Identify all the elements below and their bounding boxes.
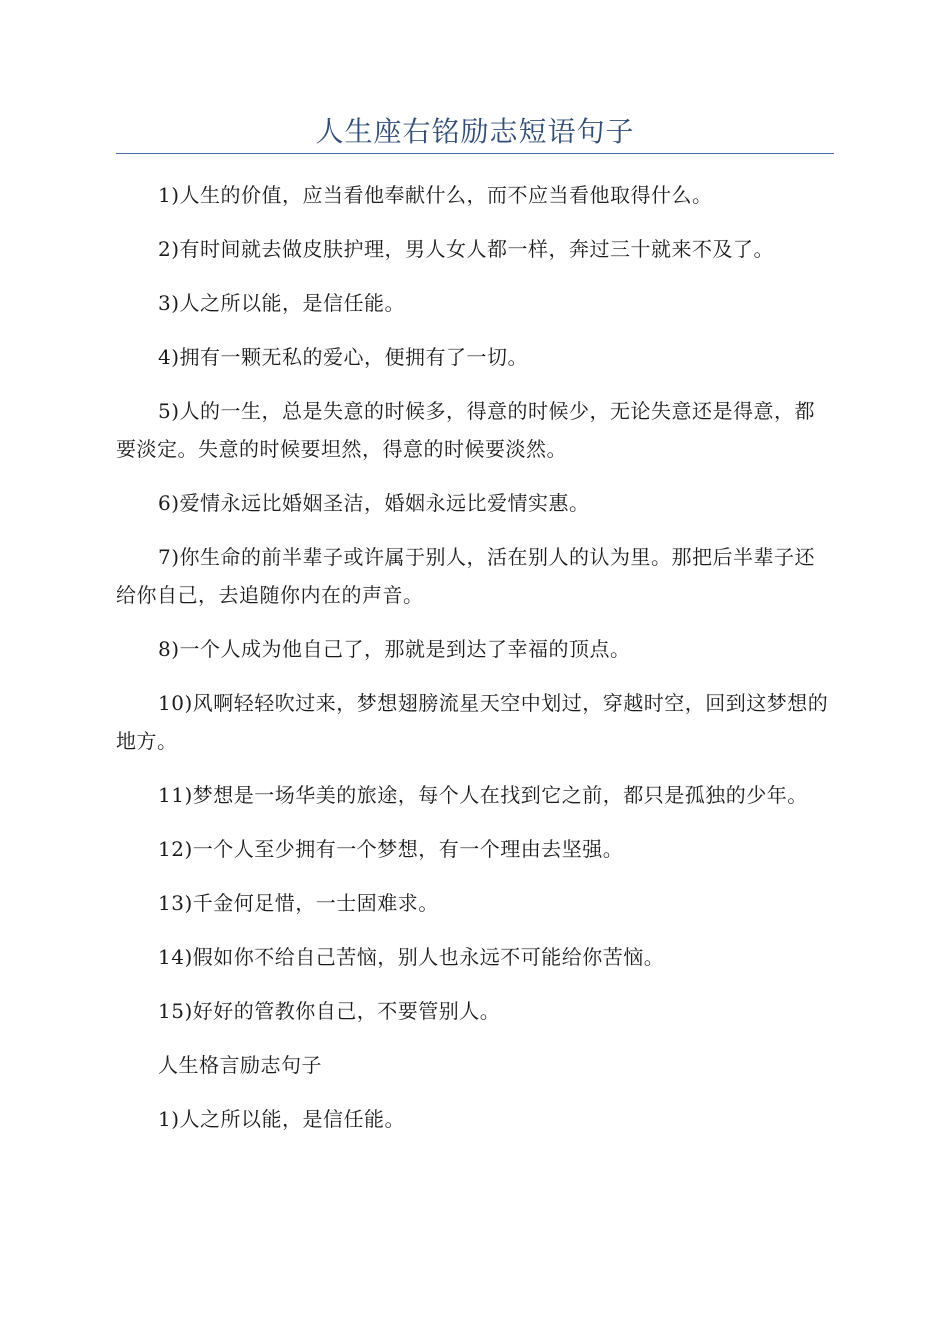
document-body bbox=[116, 176, 834, 1138]
paragraph: 10)风啊轻轻吹过来，梦想翅膀流星天空中划过，穿越时空，回到这梦想的地方。 bbox=[116, 691, 829, 753]
section-heading: 人生格言励志句子 bbox=[158, 1053, 322, 1077]
paragraph: 14)假如你不给自己苦恼，别人也永远不可能给你苦恼。 bbox=[158, 945, 665, 969]
paragraph: 13)千金何足惜，一士固难求。 bbox=[158, 891, 439, 915]
paragraph: 1)人之所以能，是信任能。 bbox=[158, 1107, 406, 1131]
paragraph: 4)拥有一颗无私的爱心，便拥有了一切。 bbox=[158, 345, 529, 369]
paragraph: 15)好好的管教你自己，不要管别人。 bbox=[158, 999, 501, 1023]
paragraph: 6)爱情永远比婚姻圣洁，婚姻永远比爱情实惠。 bbox=[158, 491, 590, 515]
paragraph: 5)人的一生，总是失意的时候多，得意的时候少，无论失意还是得意，都要淡定。失意的时候要坦然，得意的时候要淡然。 bbox=[116, 399, 816, 461]
paragraph: 1)人生的价值，应当看他奉献什么，而不应当看他取得什么。 bbox=[158, 183, 713, 207]
paragraph: 8)一个人成为他自己了，那就是到达了幸福的顶点。 bbox=[158, 637, 631, 661]
paragraph: 12)一个人至少拥有一个梦想，有一个理由去坚强。 bbox=[158, 837, 624, 861]
document-title: 人生座右铭励志短语句子 bbox=[315, 115, 635, 148]
paragraph: 2)有时间就去做皮肤护理，男人女人都一样，奔过三十就来不及了。 bbox=[158, 237, 775, 261]
paragraph: 11)梦想是一场华美的旅途，每个人在找到它之前，都只是孤独的少年。 bbox=[158, 783, 808, 807]
paragraph: 7)你生命的前半辈子或许属于别人，活在别人的认为里。那把后半辈子还给你自己，去追随你内在的声音。 bbox=[116, 545, 816, 607]
paragraph: 3)人之所以能，是信任能。 bbox=[158, 291, 406, 315]
title-underline bbox=[116, 153, 834, 154]
